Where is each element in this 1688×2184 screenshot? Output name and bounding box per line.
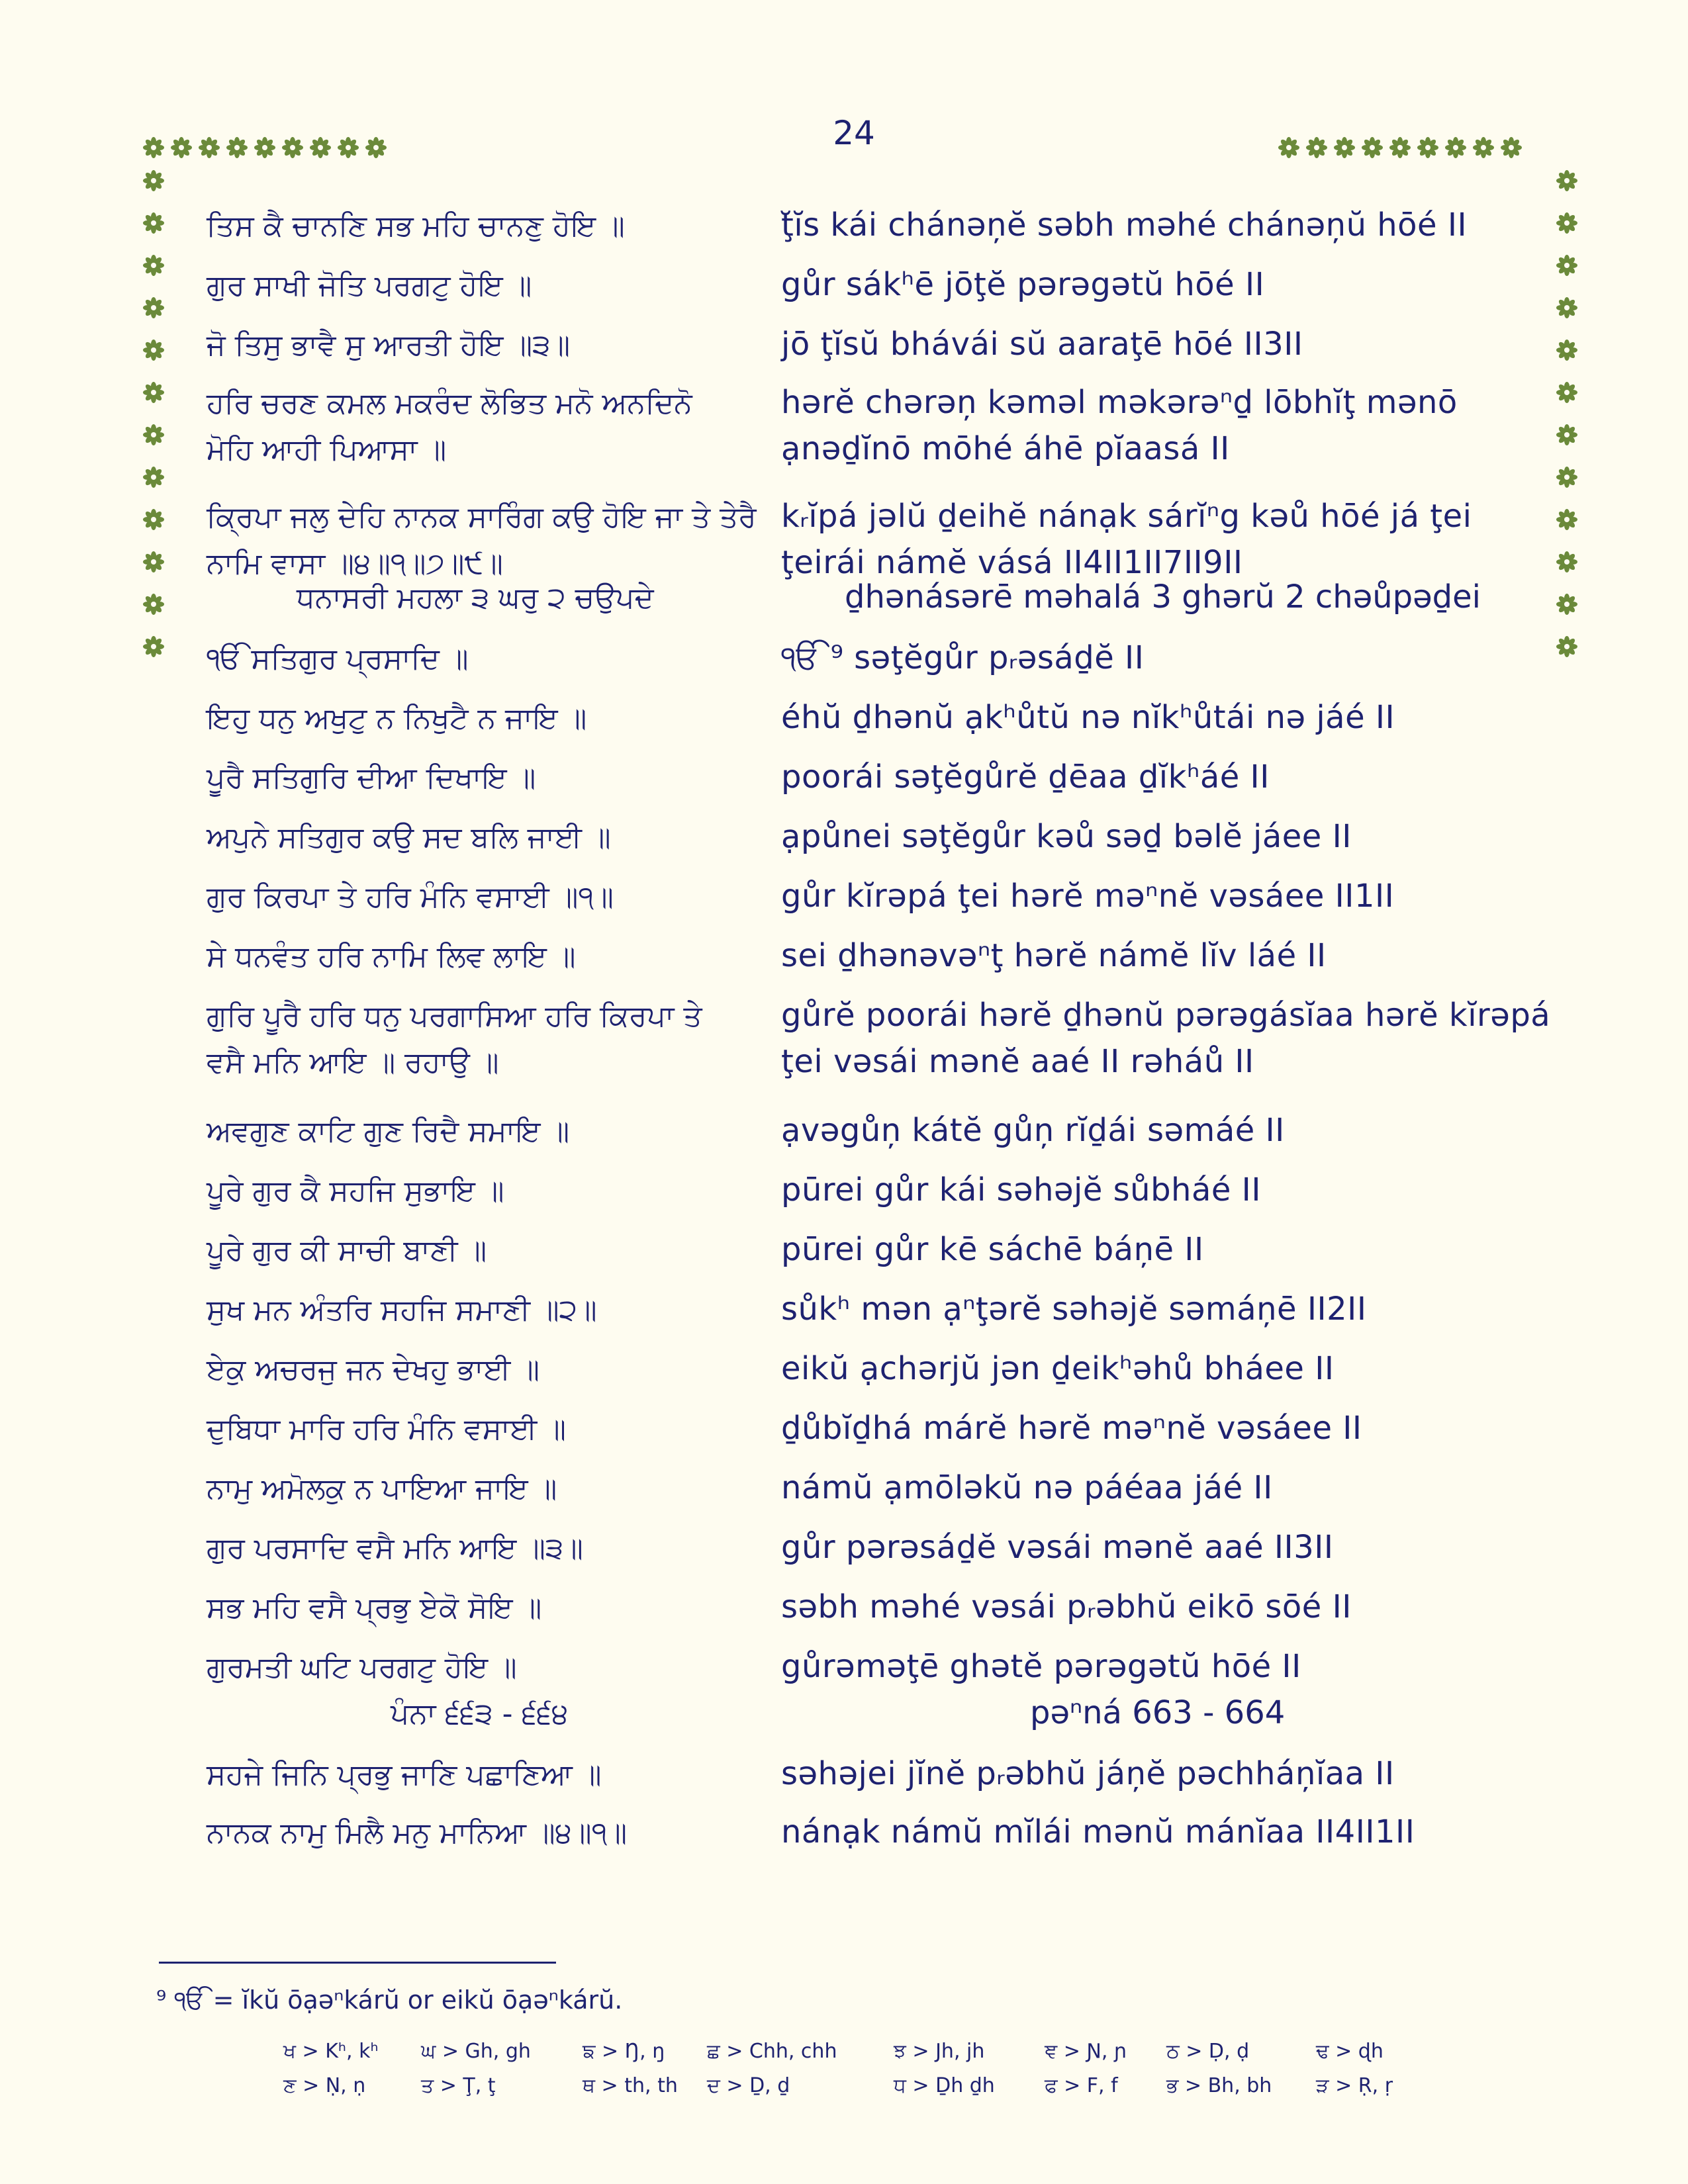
flower-icon (1556, 296, 1578, 319)
footnote-rule (159, 1962, 556, 1964)
key-entry: ਧ > Ḏh ḏh (894, 2074, 995, 2097)
key-entry: ਭ > Bh, bh (1166, 2074, 1272, 2097)
gurmukhi-line: ਹਰਿ ਚਰਣ ਕਮਲ ਮਕਰੰਦ ਲੋਭਿਤ ਮਨੋ ਅਨਦਿਨੋ (207, 387, 692, 420)
flower-icon (142, 593, 165, 615)
flower-icon (1556, 339, 1578, 361)
transliteration-line: gůrəməţē ghətĕ pərəgətŭ hōé II (781, 1648, 1301, 1685)
transliteration-line: eikŭ ạchərjŭ jən ḏeikʰəhů bháee II (781, 1350, 1335, 1387)
gurmukhi-line: ਸੁਖ ਮਨ ਅੰਤਰਿ ਸਹਜਿ ਸਮਾਣੀ ॥੨॥ (207, 1293, 597, 1327)
flower-icon (1278, 136, 1300, 159)
flower-icon (337, 136, 359, 159)
transliteration-line: ạvəgůņ kátĕ gůņ rĭḏái səmáé II (781, 1112, 1285, 1149)
gurmukhi-line: ਏਕੁ ਅਚਰਜੁ ਜਨ ਦੇਖਹੁ ਭਾਈ ॥ (207, 1353, 540, 1387)
gurmukhi-line: ਪੂਰੇ ਗੁਰ ਕੀ ਸਾਚੀ ਬਾਣੀ ॥ (207, 1234, 487, 1267)
transliteration-line: pūrei gůr kē sáchē báņē II (781, 1231, 1204, 1268)
flower-icon (142, 466, 165, 488)
flower-icon (142, 212, 165, 234)
flower-icon (142, 508, 165, 531)
key-entry: ਘ > Gh, gh (421, 2040, 531, 2063)
key-entry: ਢ > ɖh (1316, 2040, 1383, 2063)
transliteration-line-continued: ţei vəsái mənĕ aaé II rəháů II (781, 1043, 1254, 1080)
key-entry: ਫ > F, f (1045, 2074, 1118, 2097)
panna-transliteration: pəⁿná 663 - 664 (1030, 1694, 1286, 1731)
gurmukhi-line: ਗੁਰਮਤੀ ਘਟਿ ਪਰਗਟੁ ਹੋਇ ॥ (207, 1651, 517, 1684)
heading-gurmukhi: ਧਨਾਸਰੀ ਮਹਲਾ ੩ ਘਰੁ ੨ ਚਉਪਦੇ (297, 581, 654, 615)
transliteration-line: səhəjei jĭnĕ pᵣəbhŭ jáņĕ pəchháņĭaa II (781, 1755, 1395, 1792)
footnote: ⁹ ੴ = ĭkŭ ōạəⁿkárŭ or eikŭ ōạəⁿkárŭ. (156, 1985, 623, 2015)
gurmukhi-line: ਸੇ ਧਨਵੰਤ ਹਰਿ ਨਾਮਿ ਲਿਵ ਲਾਇ ॥ (207, 940, 576, 974)
flower-icon (309, 136, 332, 159)
heading-transliteration: ḏhənásərē məhalá 3 ghərŭ 2 chəůpəḏei (845, 578, 1481, 615)
flower-icon (1500, 136, 1523, 159)
flower-icon (142, 381, 165, 404)
gurmukhi-line: ਜੋ ਤਿਸੁ ਭਾਵੈ ਸੁ ਆਰਤੀ ਹੋਇ ॥੩॥ (207, 328, 571, 362)
gurmukhi-line-continued: ਨਾਮਿ ਵਾਸਾ ॥੪॥੧॥੭॥੯॥ (207, 547, 503, 580)
flower-icon (1361, 136, 1383, 159)
flower-icon (1556, 635, 1578, 658)
flower-icon (142, 424, 165, 446)
transliteration-line: gůr pərəsáḏĕ vəsái mənĕ aaé II3II (781, 1529, 1334, 1566)
key-entry: ਞ > Ɲ, ɲ (1045, 2040, 1127, 2063)
transliteration-line: gůrĕ poorái hərĕ ḏhənŭ pərəgásĭaa hərĕ kĭrəpá (781, 997, 1551, 1034)
gurmukhi-line: ਗੁਰ ਸਾਖੀ ਜੋਤਿ ਪਰਗਟੁ ਹੋਇ ॥ (207, 269, 532, 302)
key-entry: ਖ > Kʰ, kʰ (283, 2040, 379, 2063)
flower-icon (142, 136, 165, 159)
transliteration-line: sei ḏhənəvəⁿţ hərĕ námĕ lĭv láé II (781, 937, 1327, 974)
gurmukhi-line: ਅਪੁਨੇ ਸਤਿਗੁਰ ਕਉ ਸਦ ਬਲਿ ਜਾਈ ॥ (207, 821, 611, 854)
transliteration-line: poorái səţĕgůrĕ ḏēaa ḏĭkʰáé II (781, 758, 1270, 796)
flower-icon (1556, 508, 1578, 531)
transliteration-line: éhŭ ḏhənŭ ạkʰůtŭ nə nĭkʰůtái nə jáé II (781, 699, 1395, 736)
gurmukhi-line: ਗੁਰ ਕਿਰਪਾ ਤੇ ਹਰਿ ਮੰਨਿ ਵਸਾਈ ॥੧॥ (207, 880, 614, 914)
flower-icon (365, 136, 387, 159)
key-entry: ਦ > Ḏ, ḏ (707, 2074, 790, 2097)
flower-icon (170, 136, 193, 159)
gurmukhi-line: ਅਵਗੁਣ ਕਾਟਿ ਗੁਣ ਰਿਦੈ ਸਮਾਇ ॥ (207, 1115, 570, 1148)
transliteration-line: jō ţĭsŭ bhávái sŭ aaraţē hōé II3II (781, 326, 1303, 363)
flower-icon (1556, 254, 1578, 277)
transliteration-line: kᵣĭpá jəlŭ ḏeihĕ nánạk sárĭⁿg kəů hōé já ţei (781, 498, 1472, 535)
key-entry: ਠ > Ḍ, ḍ (1166, 2040, 1250, 2063)
page-number: 24 (833, 114, 875, 152)
key-entry: ਛ > Chh, chh (707, 2040, 837, 2063)
flower-icon (1556, 424, 1578, 446)
flower-icon (142, 254, 165, 277)
flower-icon (1417, 136, 1439, 159)
flower-icon (1556, 593, 1578, 615)
transliteration-line: gůr kĭrəpá ţei hərĕ məⁿnĕ vəsáee II1II (781, 878, 1395, 915)
gurmukhi-line-continued: ਵਸੈ ਮਨਿ ਆਇ ॥ ਰਹਾਉ ॥ (207, 1046, 499, 1079)
gurmukhi-line-continued: ਮੋਹਿ ਆਹੀ ਪਿਆਸਾ ॥ (207, 433, 447, 467)
flower-icon (142, 551, 165, 573)
flower-icon (142, 635, 165, 658)
gurmukhi-line: ਪੂਰੈ ਸਤਿਗੁਰਿ ਦੀਆ ਦਿਖਾਇ ॥ (207, 761, 536, 795)
key-entry: ਝ > Jh, jh (894, 2040, 985, 2063)
transliteration-line: ţ̆ĭs kái chánəņĕ səbh məhé chánəņŭ hōé II (781, 206, 1468, 244)
flower-icon (254, 136, 276, 159)
flower-icon (1556, 381, 1578, 404)
transliteration-line: námŭ ạmōləkŭ nə páéaa jáé II (781, 1469, 1273, 1506)
flower-icon (1556, 551, 1578, 573)
gurmukhi-line: ਪੂਰੇ ਗੁਰ ਕੈ ਸਹਜਿ ਸੁਭਾਇ ॥ (207, 1174, 504, 1208)
gurmukhi-line: ਨਾਮੁ ਅਮੋਲਕੁ ਨ ਪਾਇਆ ਜਾਇ ॥ (207, 1472, 557, 1506)
key-entry: ਣ > Ṇ, ṇ (283, 2074, 366, 2097)
transliteration-line: ḏůbĭḏhá márĕ hərĕ məⁿnĕ vəsáee II (781, 1410, 1362, 1447)
flower-icon (142, 339, 165, 361)
key-entry: ੜ > Ṛ, ṛ (1316, 2074, 1393, 2097)
transliteration-line: gůr sákʰē jōţĕ pərəgətŭ hōé II (781, 266, 1265, 303)
flower-icon (226, 136, 248, 159)
flower-icon (1556, 169, 1578, 192)
transliteration-line: nánạk námŭ mĭlái mənŭ mánĭaa II4II1II (781, 1813, 1415, 1850)
key-entry: ਥ > th, th (583, 2074, 678, 2097)
transliteration-line: hərĕ chərəņ kəməl məkərəⁿḏ lōbhĭţ mənō (781, 384, 1458, 421)
flower-icon (1556, 466, 1578, 488)
gurmukhi-line: ੴ ਸਤਿਗੁਰ ਪ੍ਰਸਾਦਿ ॥ (207, 642, 469, 676)
transliteration-line: sůkʰ mən ạⁿţərĕ səhəjĕ səmáņē II2II (781, 1291, 1367, 1328)
gurmukhi-line: ਕ੍ਰਿਪਾ ਜਲੁ ਦੇਹਿ ਨਾਨਕ ਸਾਰਿੰਗ ਕਉ ਹੋਇ ਜਾ ਤੇ ਤੇਰੈ (207, 500, 757, 534)
transliteration-line-continued: ạnəḏĭnō mōhé áhē pĭaasá II (781, 430, 1230, 467)
transliteration-line: pūrei gůr kái səhəjĕ sůbháé II (781, 1171, 1261, 1208)
flower-icon (1444, 136, 1467, 159)
flower-icon (1305, 136, 1328, 159)
gurmukhi-line: ਗੁਰ ਪਰਸਾਦਿ ਵਸੈ ਮਨਿ ਆਇ ॥੩॥ (207, 1531, 583, 1565)
key-entry: ਙ > Ŋ, ŋ (583, 2040, 665, 2063)
flower-icon (281, 136, 304, 159)
transliteration-line: ੴ ⁹ səţĕgůr pᵣəsáḏĕ II (781, 639, 1145, 676)
gurmukhi-line: ਦੁਬਿਧਾ ਮਾਰਿ ਹਰਿ ਮੰਨਿ ਵਸਾਈ ॥ (207, 1412, 566, 1446)
flower-icon (142, 169, 165, 192)
panna-gurmukhi: ਪੰਨਾ ੬੬੩ - ੬੬੪ (391, 1697, 569, 1731)
flower-icon (1333, 136, 1356, 159)
transliteration-line: ạpůnei səţĕgůr kəů səḏ bəlĕ jáee II (781, 818, 1352, 855)
flower-icon (1472, 136, 1495, 159)
flower-icon (198, 136, 220, 159)
gurmukhi-line: ਗੁਰਿ ਪੂਰੈ ਹਰਿ ਧਨੁ ਪਰਗਾਸਿਆ ਹਰਿ ਕਿਰਪਾ ਤੇ (207, 999, 702, 1033)
transliteration-line: səbh məhé vəsái pᵣəbhŭ eikō sōé II (781, 1588, 1352, 1625)
gurmukhi-line: ਤਿਸ ਕੈ ਚਾਨਣਿ ਸਭ ਮਹਿ ਚਾਨਣੁ ਹੋਇ ॥ (207, 209, 625, 243)
gurmukhi-line: ਇਹੁ ਧਨੁ ਅਖੁਟੁ ਨ ਨਿਖੁਟੈ ਨ ਜਾਇ ॥ (207, 702, 587, 735)
gurmukhi-line: ਸਹਜੇ ਜਿਨਿ ਪ੍ਰਭੁ ਜਾਣਿ ਪਛਾਣਿਆ ॥ (207, 1758, 602, 1792)
transliteration-line-continued: ţeirái námĕ vásá II4II1II7II9II (781, 544, 1243, 581)
flower-icon (142, 296, 165, 319)
flower-icon (1389, 136, 1411, 159)
gurmukhi-line: ਨਾਨਕ ਨਾਮੁ ਮਿਲੈ ਮਨੁ ਮਾਨਿਆ ॥੪॥੧॥ (207, 1816, 628, 1850)
gurmukhi-line: ਸਭ ਮਹਿ ਵਸੈ ਪ੍ਰਭੁ ਏਕੋ ਸੋਇ ॥ (207, 1591, 542, 1625)
key-entry: ਤ > Ţ, ţ (421, 2074, 496, 2097)
flower-icon (1556, 212, 1578, 234)
